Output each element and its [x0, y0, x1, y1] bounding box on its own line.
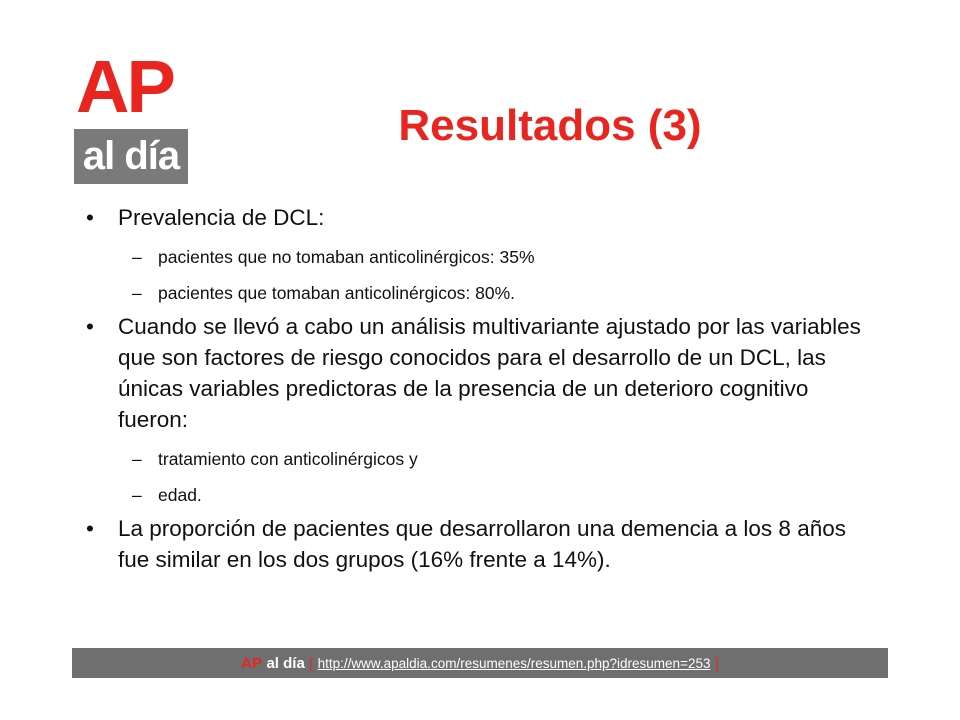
dash-mark: –: [132, 283, 142, 303]
slide-content: [86, 202, 876, 575]
sub-bullet-text: tratamiento con anticolinérgicos y: [158, 449, 418, 469]
slide-title: Resultados (3): [398, 101, 702, 150]
bullet-text: La proporción de pacientes que desarrollaron una demencia a los 8 años fue similar en los dos grupos (16% frente a 14%).: [118, 516, 846, 572]
bullet-text: Cuando se llevó a cabo un análisis multivariante ajustado por las variables que son factores de riesgo conocidos para el desarrollo de un DCL, las únicas variables predictoras de la presencia de un deterioro cognitivo fueron:: [118, 314, 861, 432]
dash-mark: –: [132, 247, 142, 267]
logo-ap-text: AP: [76, 45, 173, 128]
sub-bullet-text: edad.: [158, 485, 202, 505]
sub-bullet: [86, 245, 876, 269]
dash-mark: –: [132, 485, 142, 505]
sub-bullet-text: pacientes que no tomaban anticolinérgicos: 35%: [158, 247, 535, 267]
bullet-multivariate: [86, 311, 876, 435]
logo-aldia-text: al día: [74, 129, 188, 184]
footer-brand-aldia: al día: [266, 655, 305, 672]
bullet-prevalence: [86, 202, 876, 233]
bullet-dementia: [86, 513, 876, 575]
sub-bullet-text: pacientes que tomaban anticolinérgicos: 80%.: [158, 283, 516, 303]
footer-close-bracket: ]: [714, 655, 719, 671]
footer-bar: [72, 648, 888, 678]
bullet-mark: •: [86, 205, 94, 230]
footer-link[interactable]: http://www.apaldia.com/resumenes/resumen.php?idresumen=253: [317, 656, 711, 671]
bullet-mark: •: [86, 516, 94, 541]
sub-bullet: [86, 281, 876, 305]
sub-bullet: [86, 483, 876, 507]
footer-open-bracket: [: [309, 655, 314, 671]
apaldia-logo: [74, 45, 188, 184]
footer-brand-ap: AP: [241, 655, 263, 672]
dash-mark: –: [132, 449, 142, 469]
sub-bullet: [86, 447, 876, 471]
bullet-text: Prevalencia de DCL:: [118, 205, 325, 230]
bullet-mark: •: [86, 314, 94, 339]
